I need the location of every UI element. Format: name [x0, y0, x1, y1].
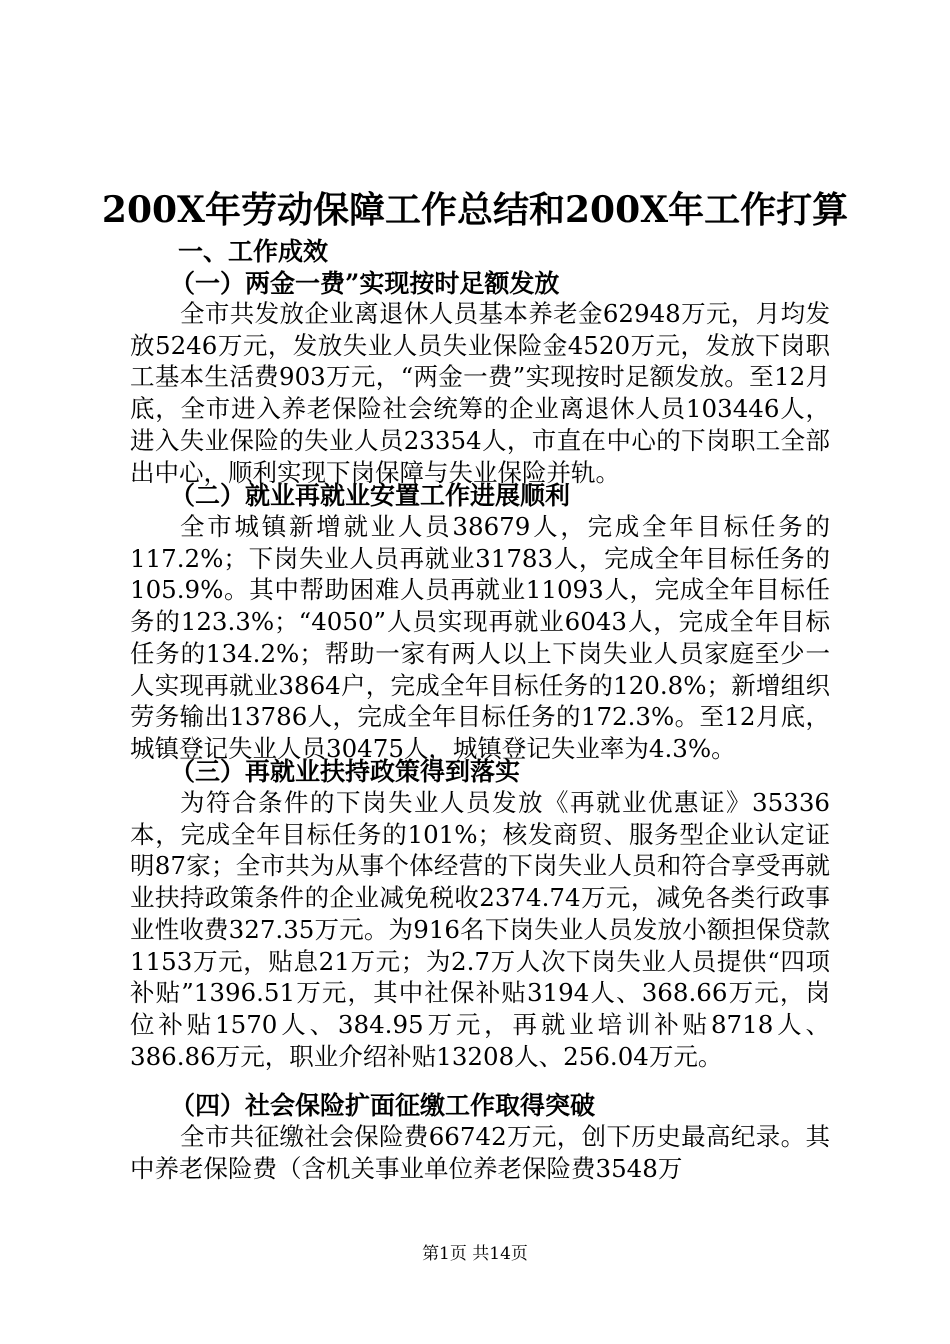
subsection-heading-4: （四）社会保险扩面征缴工作取得突破 — [170, 1091, 596, 1120]
subsection-heading-2: （二）就业再就业安置工作进展顺利 — [170, 481, 571, 510]
paragraph-4: 全市共征缴社会保险费66742万元，创下历史最高纪录。其中养老保险费（含机关事业单位养老保险费3548万 — [130, 1122, 830, 1183]
section-heading: 一、工作成效 — [178, 237, 329, 266]
subsection-heading-1: （一）两金一费”实现按时足额发放 — [170, 269, 560, 298]
document-title: 200X年劳动保障工作总结和200X年工作打算 — [101, 189, 849, 231]
page-footer: 第1页 共14页 — [422, 1244, 528, 1264]
subsection-heading-3: （三）再就业扶持政策得到落实 — [170, 757, 521, 786]
paragraph-2: 全市城镇新增就业人员38679人，完成全年目标任务的117.2%；下岗失业人员再就业31783人，完成全年目标任务的105.9%。其中帮助困难人员再就业11093人，完成全年目标任务的123.3%；“4050”人员实现再就业6043人，完成全年目标任务的134.2%；帮助一家有两人以上下岗失业人员家庭至少一人实现再就业3864户，完成全年目标任务的120.8%；新增组织劳务输出13786人，完成全年目标任务的172.3%。至12月底，城镇登记失业人员30475人，城镇登记失业率为4.3%。 — [130, 512, 830, 763]
paragraph-3: 为符合条件的下岗失业人员发放《再就业优惠证》35336本，完成全年目标任务的101%；核发商贸、服务型企业认定证明87家；全市共为从事个体经营的下岗失业人员和符合享受再就业扶持政策条件的企业减免税收2374.74万元，减免各类行政事业性收费327.35万元。为916名下岗失业人员发放小额担保贷款1153万元，贴息21万元；为2.7万人次下岗失业人员提供“四项补贴”1396.51万元，其中社保补贴3194人、368.66万元，岗位补贴1570人、384.95万元，再就业培训补贴8718人、386.86万元，职业介绍补贴13208人、256.04万元。 — [130, 788, 830, 1071]
paragraph-1: 全市共发放企业离退休人员基本养老金62948万元，月均发放5246万元，发放失业人员失业保险金4520万元，发放下岗职工基本生活费903万元，“两金一费”实现按时足额发放。至12月底，全市进入养老保险社会统筹的企业离退休人员103446人，进入失业保险的失业人员23354人，市直在中心的下岗职工全部出中心，顺利实现下岗保障与失业保险并轨。 — [130, 299, 830, 487]
